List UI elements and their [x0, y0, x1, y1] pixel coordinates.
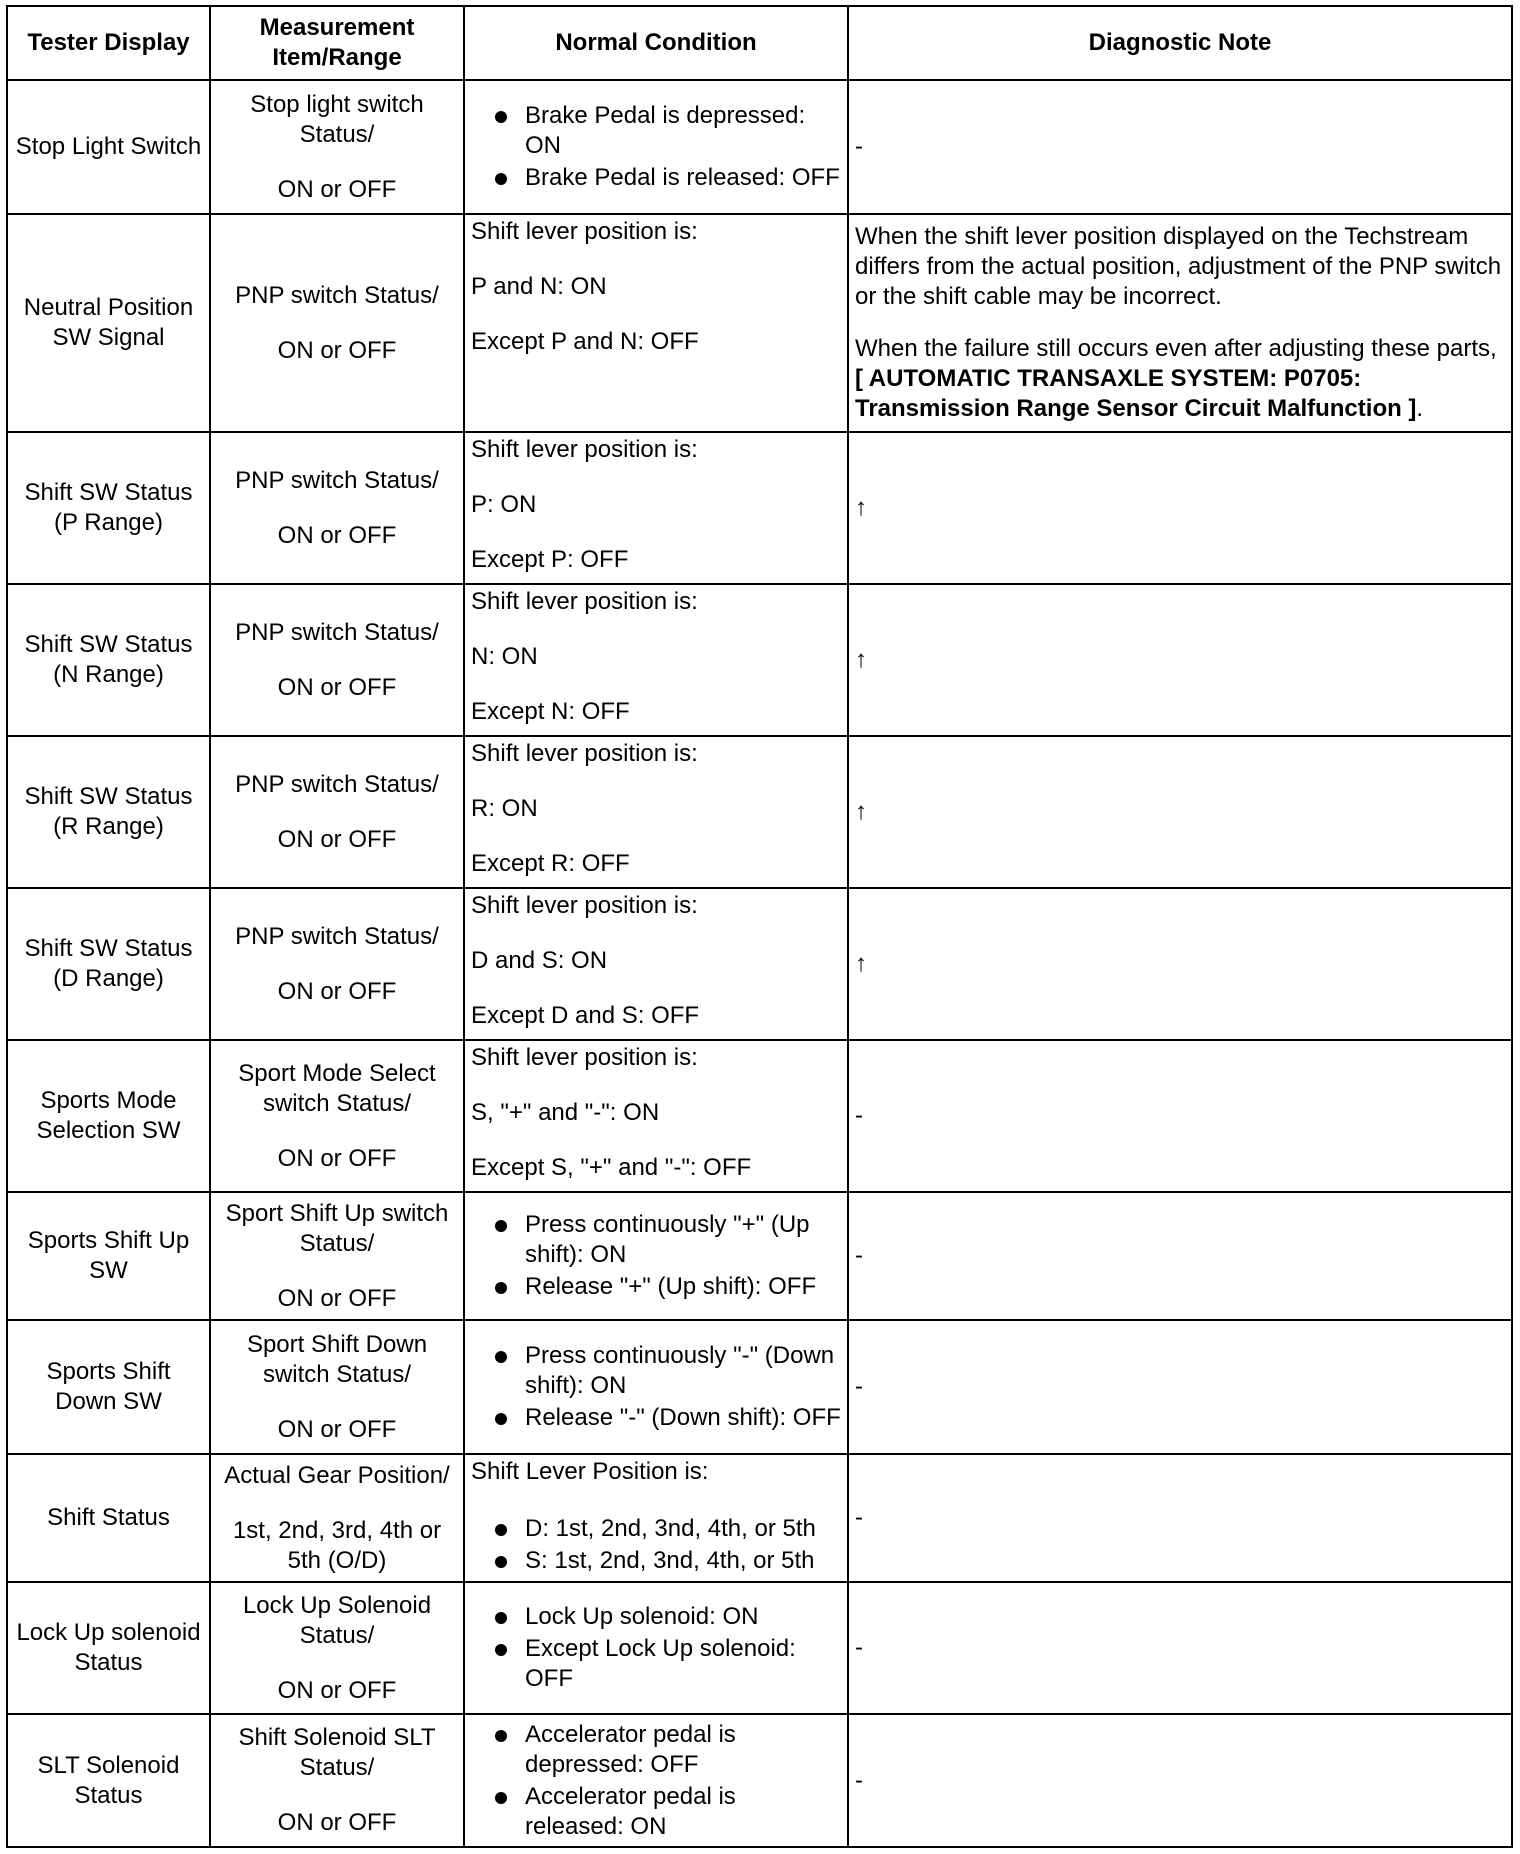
diagnostic-note-text: ↑ — [855, 494, 867, 521]
condition-bullet-item: Brake Pedal is released: OFF — [483, 163, 841, 193]
diagnostic-note-cell — [848, 1040, 1512, 1192]
table-row — [7, 1454, 1512, 1582]
measurement-item-text: Shift Solenoid SLT Status/ — [238, 1724, 436, 1781]
condition-line: Shift lever position is: — [471, 892, 698, 919]
measurement-item-text: PNP switch Status/ — [235, 466, 439, 494]
line-gap — [217, 1259, 457, 1284]
line-gap — [217, 311, 457, 336]
normal-condition-cell — [464, 214, 848, 432]
line-gap — [471, 672, 841, 697]
data-list-table — [6, 5, 1513, 1848]
condition-bullet-list — [471, 1210, 841, 1302]
line-gap — [471, 247, 841, 272]
condition-bullet-item: Press continuously "+" (Up shift): ON — [483, 1210, 841, 1270]
diagnostic-note-text: - — [855, 1504, 863, 1531]
condition-bullet-item: Accelerator pedal is depressed: OFF — [483, 1720, 841, 1780]
measurement-item-cell — [210, 1040, 464, 1192]
line-gap — [471, 1073, 841, 1098]
condition-line: Shift lever position is: — [471, 218, 698, 245]
header-tester-display: Tester Display — [7, 6, 210, 80]
measurement-item-text: Stop light switch Status/ — [250, 90, 424, 148]
diagnostic-note-cell — [848, 1320, 1512, 1454]
measurement-item-cell — [210, 1320, 464, 1454]
measurement-item-cell — [210, 736, 464, 888]
condition-line: Shift lever position is: — [471, 1044, 698, 1071]
condition-bullet-item: Except Lock Up solenoid: OFF — [483, 1634, 841, 1694]
measurement-range-text: ON or OFF — [277, 175, 397, 203]
condition-line: R: ON — [471, 795, 538, 822]
condition-line: D and S: ON — [471, 947, 608, 974]
measurement-item-cell — [210, 1582, 464, 1714]
header-normal-condition: Normal Condition — [464, 6, 848, 80]
diagnostic-note-text: ↑ — [855, 950, 867, 977]
tester-display-cell: Neutral Position SW Signal — [7, 214, 210, 432]
measurement-item-text: Sport Shift Up switch Status/ — [225, 1199, 449, 1257]
normal-condition-cell — [464, 1454, 848, 1582]
diagnostic-note-cell — [848, 1454, 1512, 1582]
normal-condition-cell — [464, 432, 848, 584]
measurement-range-text: ON or OFF — [277, 1415, 397, 1443]
diagnostic-note-cell — [848, 214, 1512, 432]
diagnostic-note-cell — [848, 736, 1512, 888]
diagnostic-note-cell — [848, 432, 1512, 584]
measurement-item-text: PNP switch Status/ — [235, 618, 439, 646]
table-body — [7, 80, 1512, 1847]
tester-display-cell: Shift SW Status (D Range) — [7, 888, 210, 1040]
note-reference-link: [ AUTOMATIC TRANSAXLE SYSTEM: P0705: Transmission Range Sensor Circuit Malfunction ] — [855, 365, 1417, 422]
condition-bullet-item: Accelerator pedal is released: ON — [483, 1782, 841, 1842]
table-row — [7, 1320, 1512, 1454]
note-text: . — [1416, 395, 1424, 422]
condition-line: P: ON — [471, 491, 537, 518]
measurement-range-text: ON or OFF — [277, 977, 397, 1005]
line-gap — [471, 1487, 841, 1512]
measurement-item-cell — [210, 80, 464, 214]
condition-bullet-list — [471, 1514, 841, 1576]
condition-bullet-item: Lock Up solenoid: ON — [483, 1602, 841, 1632]
measurement-range-text: ON or OFF — [277, 521, 397, 549]
table-row — [7, 584, 1512, 736]
table-row — [7, 1582, 1512, 1714]
measurement-range-text: ON or OFF — [277, 1284, 397, 1312]
diagnostic-note-text: - — [855, 1242, 863, 1269]
normal-condition-cell — [464, 80, 848, 214]
line-gap — [471, 824, 841, 849]
measurement-item-text: Actual Gear Position/ — [224, 1461, 450, 1489]
line-gap — [471, 1128, 841, 1153]
measurement-range-text: ON or OFF — [277, 336, 397, 364]
line-gap — [217, 952, 457, 977]
table-row — [7, 1714, 1512, 1847]
measurement-item-cell — [210, 1192, 464, 1320]
measurement-item-cell — [210, 1454, 464, 1582]
condition-bullet-list — [471, 1720, 841, 1842]
line-gap — [471, 921, 841, 946]
measurement-item-text: Sport Mode Select switch Status/ — [238, 1059, 436, 1117]
condition-line: Except D and S: OFF — [471, 1002, 700, 1029]
header-diagnostic-note: Diagnostic Note — [848, 6, 1512, 80]
condition-bullet-item: Press continuously "-" (Down shift): ON — [483, 1341, 841, 1401]
normal-condition-cell — [464, 1582, 848, 1714]
diagnostic-note-text: - — [855, 133, 863, 160]
condition-line: Shift lever position is: — [471, 436, 698, 463]
diagnostic-note-cell — [848, 1192, 1512, 1320]
measurement-range-text: ON or OFF — [277, 1676, 397, 1704]
measurement-item-cell — [210, 584, 464, 736]
note-text: When the failure still occurs even after adjusting these parts, — [855, 335, 1497, 362]
table-row — [7, 80, 1512, 214]
line-gap — [471, 465, 841, 490]
tester-display-cell: Sports Mode Selection SW — [7, 1040, 210, 1192]
diagnostic-note-cell — [848, 584, 1512, 736]
measurement-range-text: ON or OFF — [277, 825, 397, 853]
diagnostic-note-cell — [848, 888, 1512, 1040]
condition-bullet-item: Release "+" (Up shift): OFF — [483, 1272, 841, 1302]
measurement-item-text: PNP switch Status/ — [235, 281, 439, 309]
condition-bullet-item: Release "-" (Down shift): OFF — [483, 1403, 841, 1433]
condition-line: Except R: OFF — [471, 850, 630, 877]
condition-bullet-item: Brake Pedal is depressed: ON — [483, 101, 841, 161]
normal-condition-cell — [464, 1040, 848, 1192]
condition-bullet-item: D: 1st, 2nd, 3nd, 4th, or 5th — [483, 1514, 841, 1544]
line-gap — [217, 1491, 457, 1516]
line-gap — [471, 617, 841, 642]
diagnostic-note-text: ↑ — [855, 646, 867, 673]
condition-line: P and N: ON — [471, 273, 607, 300]
diagnostic-note-text: When the shift lever position displayed on the Techstream differs from the actual position, adjustment of the PNP switch or the shift cable may be incorrect. — [855, 223, 1502, 310]
tester-display-cell: Shift Status — [7, 1454, 210, 1582]
table-row — [7, 1192, 1512, 1320]
line-gap — [217, 648, 457, 673]
line-gap — [217, 1783, 457, 1808]
line-gap — [471, 976, 841, 1001]
condition-line: Except N: OFF — [471, 698, 630, 725]
condition-line: Shift lever position is: — [471, 588, 698, 615]
condition-bullet-list — [471, 101, 841, 193]
measurement-range-text: 1st, 2nd, 3rd, 4th or 5th (O/D) — [232, 1516, 442, 1574]
tester-display-cell: Shift SW Status (N Range) — [7, 584, 210, 736]
tester-display-cell: Sports Shift Down SW — [7, 1320, 210, 1454]
line-gap — [217, 1390, 457, 1415]
diagnostic-note-text: ↑ — [855, 798, 867, 825]
tester-display-cell: Shift SW Status (R Range) — [7, 736, 210, 888]
diagnostic-note-text: - — [855, 1102, 863, 1129]
tester-display-cell: Stop Light Switch — [7, 80, 210, 214]
measurement-range-text: ON or OFF — [277, 1809, 397, 1836]
header-row — [7, 6, 1512, 80]
tester-display-cell: SLT Solenoid Status — [7, 1714, 210, 1847]
condition-bullet-item: S: 1st, 2nd, 3nd, 4th, or 5th — [483, 1546, 841, 1576]
header-measurement-item: Measurement Item/Range — [210, 6, 464, 80]
diagnostic-note-text: - — [855, 1373, 863, 1400]
table-row — [7, 888, 1512, 1040]
condition-line: S, "+" and "-": ON — [471, 1099, 660, 1126]
diagnostic-note-cell — [848, 1714, 1512, 1847]
diagnostic-note-text: - — [855, 1766, 863, 1794]
condition-line: N: ON — [471, 643, 538, 670]
diagnostic-note-cell — [848, 1582, 1512, 1714]
condition-bullet-list — [471, 1341, 841, 1433]
table-row — [7, 432, 1512, 584]
condition-line: Shift lever position is: — [471, 740, 698, 767]
line-gap — [471, 302, 841, 327]
measurement-item-text: Lock Up Solenoid Status/ — [242, 1591, 432, 1649]
condition-lead-text: Shift Lever Position is: — [471, 1458, 709, 1485]
measurement-item-cell — [210, 214, 464, 432]
normal-condition-cell — [464, 1192, 848, 1320]
diagnostic-note-text: - — [855, 1634, 863, 1661]
normal-condition-cell — [464, 888, 848, 1040]
tester-display-cell: Sports Shift Up SW — [7, 1192, 210, 1320]
condition-line: Except P: OFF — [471, 546, 629, 573]
line-gap — [217, 150, 457, 175]
diagnostic-note-text — [855, 334, 1505, 424]
line-gap — [217, 800, 457, 825]
table-row — [7, 214, 1512, 432]
normal-condition-cell — [464, 584, 848, 736]
measurement-item-cell — [210, 888, 464, 1040]
measurement-range-text: ON or OFF — [277, 673, 397, 701]
line-gap — [217, 1651, 457, 1676]
condition-line: Except S, "+" and "-": OFF — [471, 1154, 752, 1181]
line-gap — [471, 520, 841, 545]
measurement-range-text: ON or OFF — [277, 1144, 397, 1172]
normal-condition-cell — [464, 1320, 848, 1454]
table-row — [7, 736, 1512, 888]
measurement-item-cell — [210, 432, 464, 584]
diagnostic-note-cell — [848, 80, 1512, 214]
line-gap — [471, 769, 841, 794]
measurement-item-text: Sport Shift Down switch Status/ — [246, 1330, 428, 1388]
table-row — [7, 1040, 1512, 1192]
tester-display-cell: Lock Up solenoid Status — [7, 1582, 210, 1714]
measurement-item-cell — [210, 1714, 464, 1847]
normal-condition-cell — [464, 1714, 848, 1847]
normal-condition-cell — [464, 736, 848, 888]
condition-bullet-list — [471, 1602, 841, 1694]
line-gap — [217, 1119, 457, 1144]
tester-display-cell: Shift SW Status (P Range) — [7, 432, 210, 584]
measurement-item-text: PNP switch Status/ — [235, 770, 439, 798]
measurement-item-text: PNP switch Status/ — [235, 922, 439, 950]
condition-line: Except P and N: OFF — [471, 328, 699, 355]
line-gap — [217, 496, 457, 521]
